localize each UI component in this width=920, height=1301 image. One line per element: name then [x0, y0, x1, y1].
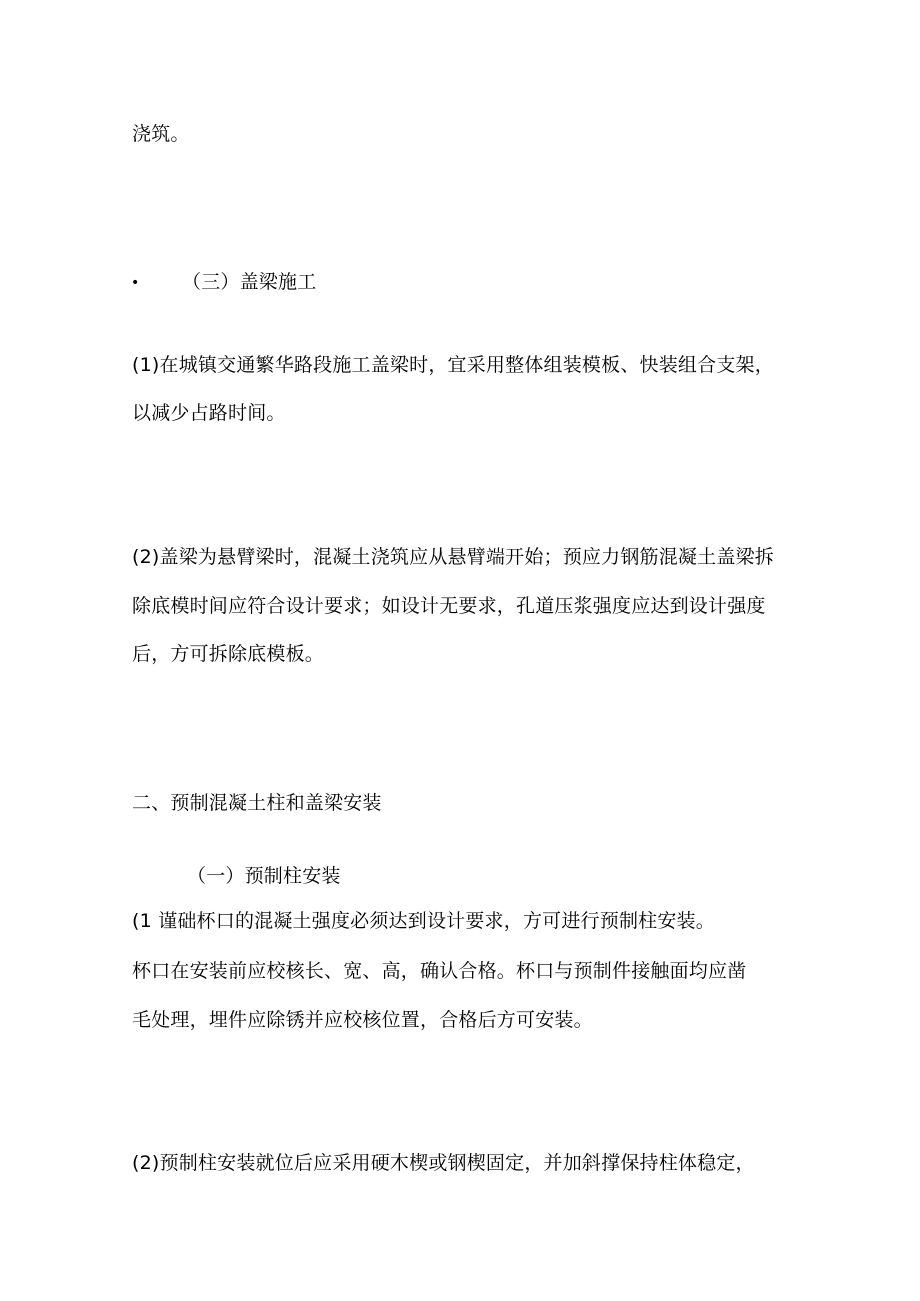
bullet-marker: •	[131, 275, 140, 291]
paragraph-line: (1 谨础杯口的混凝土强度必须达到设计要求，方可进行预制柱安装。	[132, 910, 715, 932]
paragraph-line: 以减少占路时间。	[132, 402, 286, 424]
paragraph-line: (2)预制柱安装就位后应采用硬木楔或钢楔固定，并加斜撑保持柱体稳定，	[132, 1152, 755, 1174]
paragraph-line: 除底模时间应符合设计要求；如设计无要求，孔道压浆强度应达到设计强度	[132, 595, 766, 617]
paragraph-line: 毛处理，埋件应除锈并应校核位置，合格后方可安装。	[132, 1009, 593, 1031]
section-heading: 二、预制混凝土柱和盖梁安装	[132, 792, 382, 814]
paragraph-line: 杯口在安装前应校核长、宽、高，确认合格。杯口与预制件接触面均应凿	[132, 960, 747, 982]
section-heading: （三）盖梁施工	[182, 271, 317, 293]
paragraph-line: (1)在城镇交通繁华路段施工盖梁时，宜采用整体组装模板、快装组合支架，	[132, 354, 774, 376]
paragraph-line: (2)盖梁为悬臂梁时，混凝土浇筑应从悬臂端开始；预应力钢筋混凝土盖梁拆	[132, 546, 774, 568]
text-line: 浇筑。	[132, 123, 190, 145]
paragraph-line: 后，方可拆除底模板。	[132, 643, 325, 665]
subsection-heading: （一）预制柱安装	[187, 865, 341, 887]
